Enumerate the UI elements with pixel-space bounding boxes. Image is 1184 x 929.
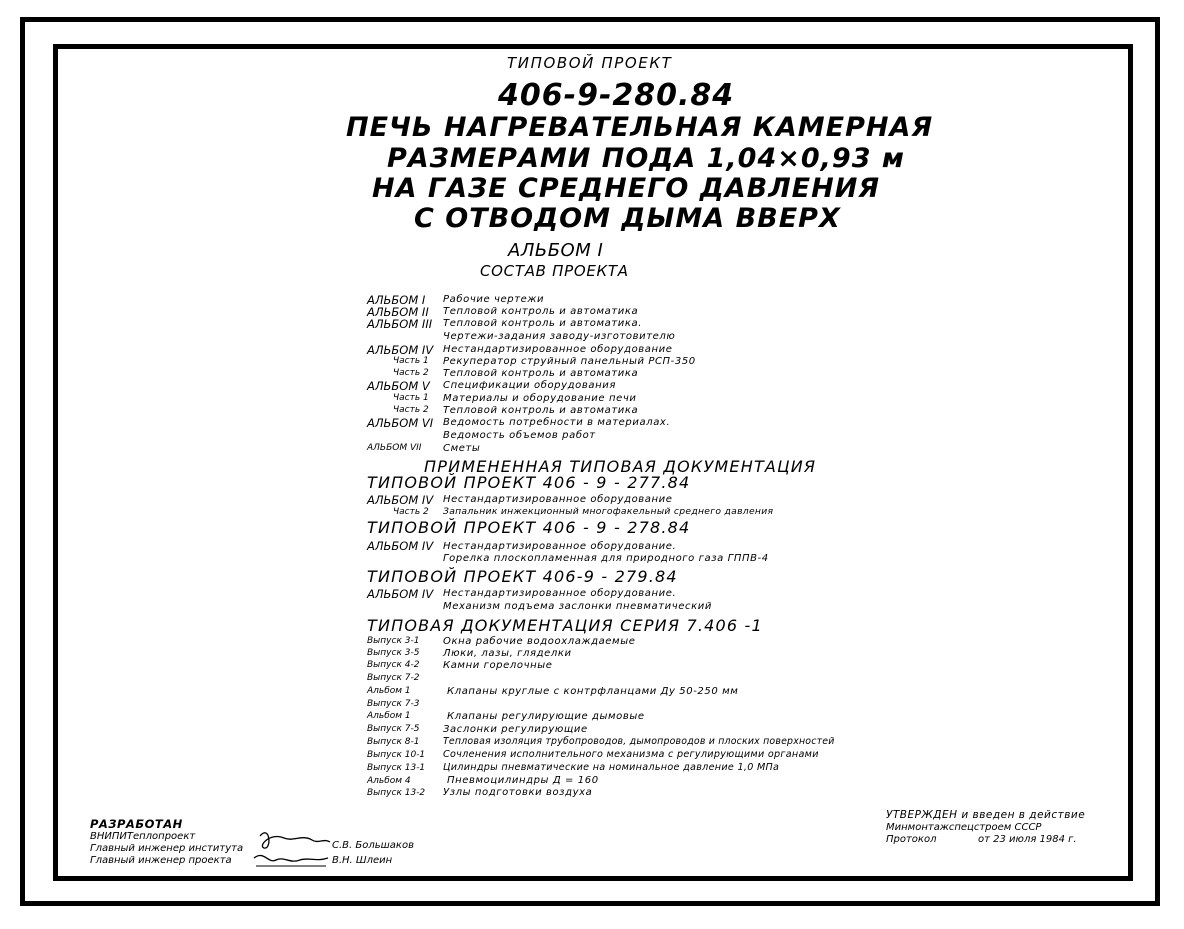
list-item-label: АЛЬБОМ I — [367, 293, 426, 307]
list-item-text: Рекуператор струйный панельный РСП-350 — [443, 356, 696, 367]
approved-protocol-label: Протокол — [886, 834, 937, 845]
list-item-text: Тепловой контроль и автоматика — [443, 306, 639, 317]
list-item-label: Выпуск 3-1 — [367, 636, 420, 646]
list-item-label: Выпуск 7-2 — [367, 673, 420, 683]
list-item-text: Нестандартизированное оборудование. — [443, 541, 677, 552]
list-item-label: Выпуск 13-1 — [367, 763, 426, 773]
approved-line-2: Минмонтажспецстроем СССР — [886, 822, 1042, 833]
list-item-text: Клапаны регулирующие дымовые — [447, 711, 645, 722]
signature-icon — [250, 820, 332, 872]
list-item-label: Часть 1 — [393, 393, 429, 403]
list-item-label: АЛЬБОМ V — [367, 379, 430, 393]
list-item-label: АЛЬБОМ VII — [367, 443, 422, 453]
list-item-text: Камни горелочные — [443, 660, 553, 671]
list-item-text: Нестандартизированное оборудование — [443, 344, 673, 355]
list-item-text: Цилиндры пневматические на номинальное давление 1,0 МПа — [443, 762, 780, 773]
signer-role: Главный инженер проекта — [90, 855, 232, 866]
approved-line-1: УТВЕРЖДЕН и введен в действие — [886, 809, 1086, 821]
applied-project-title: ТИПОВОЙ ПРОЕКТ 406 - 9 - 277.84 — [367, 473, 691, 492]
applied-project-title: ТИПОВОЙ ПРОЕКТ 406-9 - 279.84 — [367, 567, 678, 586]
list-item-label: Часть 1 — [393, 356, 429, 366]
applied-project-title: ТИПОВОЙ ПРОЕКТ 406 - 9 - 278.84 — [367, 518, 691, 537]
list-item-label: Выпуск 3-5 — [367, 648, 420, 658]
list-item-text: Тепловая изоляция трубопроводов, дымопроводов и плоских поверхностей — [443, 736, 835, 747]
list-item-text: Тепловой контроль и автоматика — [443, 405, 639, 416]
title-line-2: РАЗМЕРАМИ ПОДА 1,04×0,93 м — [387, 143, 905, 174]
list-item-label: АЛЬБОМ IV — [367, 539, 434, 553]
title-line-1: ПЕЧЬ НАГРЕВАТЕЛЬНАЯ КАМЕРНАЯ — [346, 112, 934, 143]
signer-name: В.Н. Шлеин — [332, 855, 393, 866]
album-label: АЛЬБОМ I — [508, 240, 604, 261]
list-item-text: Механизм подъема заслонки пневматический — [443, 601, 712, 612]
list-item-label: Выпуск 7-5 — [367, 724, 420, 734]
list-item-text: Заслонки регулирующие — [443, 724, 588, 735]
signer-name: С.В. Большаков — [332, 840, 414, 851]
type-label: ТИПОВОЙ ПРОЕКТ — [507, 54, 673, 72]
developed-heading: РАЗРАБОТАН — [90, 817, 183, 831]
signer-role: Главный инженер института — [90, 843, 244, 854]
list-item-label: Выпуск 7-3 — [367, 699, 420, 709]
list-item-text: Ведомость потребности в материалах. — [443, 417, 671, 428]
list-item-label: Выпуск 4-2 — [367, 660, 420, 670]
list-item-text: Рабочие чертежи — [443, 294, 545, 305]
list-item-label: АЛЬБОМ IV — [367, 493, 434, 507]
list-item-text: Сочленения исполнительного механизма с регулирующими органами — [443, 749, 819, 760]
list-item-label: Альбом 4 — [367, 776, 411, 786]
list-item-label: Часть 2 — [393, 507, 429, 517]
list-item-text: Ведомость объемов работ — [443, 430, 596, 441]
list-item-text: Спецификации оборудования — [443, 380, 616, 391]
list-item-text: Нестандартизированное оборудование. — [443, 588, 677, 599]
list-item-text: Тепловой контроль и автоматика — [443, 368, 639, 379]
list-item-label: Альбом 1 — [367, 686, 411, 696]
list-item-text: Тепловой контроль и автоматика. — [443, 318, 643, 329]
list-item-text: Узлы подготовки воздуха — [443, 787, 593, 798]
list-item-text: Горелка плоскопламенная для природного газа ГППВ-4 — [443, 553, 769, 564]
list-item-text: Запальник инжекционный многофакельный среднего давления — [443, 506, 774, 517]
composition-heading: СОСТАВ ПРОЕКТА — [480, 262, 629, 280]
list-item-label: Часть 2 — [393, 368, 429, 378]
applied-docs-heading: ПРИМЕНЕННАЯ ТИПОВАЯ ДОКУМЕНТАЦИЯ — [424, 457, 817, 476]
project-number: 406-9-280.84 — [498, 78, 735, 113]
list-item-label: АЛЬБОМ III — [367, 317, 433, 331]
list-item-label: АЛЬБОМ IV — [367, 587, 434, 601]
list-item-label: АЛЬБОМ II — [367, 305, 429, 319]
list-item-text: Люки, лазы, гляделки — [443, 648, 572, 659]
list-item-text: Клапаны круглые с контрфланцами Ду 50-250 мм — [447, 686, 739, 697]
list-item-label: АЛЬБОМ VI — [367, 416, 434, 430]
list-item-text: Пневмоцилиндры Д = 160 — [447, 775, 599, 786]
list-item-text: Сметы — [443, 443, 481, 454]
series-title: ТИПОВАЯ ДОКУМЕНТАЦИЯ СЕРИЯ 7.406 -1 — [367, 616, 763, 635]
list-item-label: Часть 2 — [393, 405, 429, 415]
list-item-label: Выпуск 10-1 — [367, 750, 426, 760]
list-item-label: АЛЬБОМ IV — [367, 343, 434, 357]
title-line-4: С ОТВОДОМ ДЫМА ВВЕРХ — [414, 203, 841, 234]
list-item-text: Материалы и оборудование печи — [443, 393, 637, 404]
list-item-text: Окна рабочие водоохлаждаемые — [443, 636, 636, 647]
list-item-label: Выпуск 8-1 — [367, 737, 420, 747]
title-line-3: НА ГАЗЕ СРЕДНЕГО ДАВЛЕНИЯ — [372, 173, 881, 204]
list-item-label: Выпуск 13-2 — [367, 788, 426, 798]
list-item-label: Альбом 1 — [367, 711, 411, 721]
developed-org: ВНИПИТеплопроект — [90, 831, 196, 842]
list-item-text: Чертежи-задания заводу-изготовителю — [443, 331, 676, 342]
approved-protocol-date: от 23 июля 1984 г. — [978, 834, 1077, 845]
list-item-text: Нестандартизированное оборудование — [443, 494, 673, 505]
